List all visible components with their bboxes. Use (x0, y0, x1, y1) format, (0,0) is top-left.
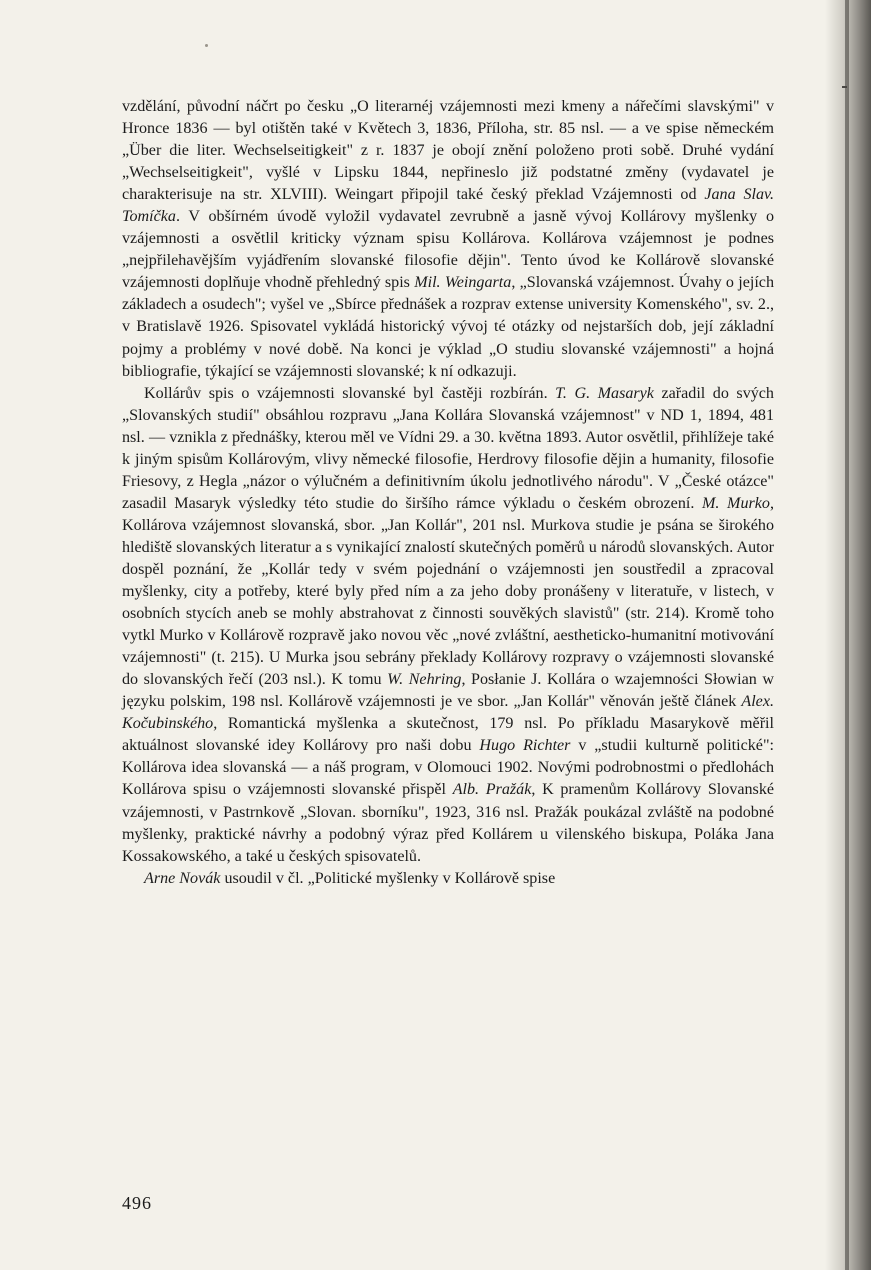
page-number: 496 (122, 1193, 152, 1213)
paragraph-1: vzdělání, původní náčrt po česku „O literarnéj vzájemnosti mezi kmeny a nářečími slavskými" v Hronce 1836 — byl otištěn také v Květech 3, 1836, Příloha, str. 85 nsl. — a ve spise německém „Über die liter. Wechselseitigkeit" z r. 1837 je obojí znění položeno proti sobě. Druhé vydání „Wechselseitigkeit", vyšlé v Lipsku 1844, nepřineslo již podstatné změny (vydavatel je charakterisuje na str. XLVIII). Weingart připojil také český překlad Vzájemnosti od Jana Slav. Tomíčka. V obšírném úvodě vyložil vydavatel zevrubně a jasně vývoj Kollárovy myšlenky o vzájemnosti a osvětlil kriticky význam spisu Kollárova. Kollárova vzájemnost je podnes „nejpřilehavějším vyjádřením slovanské filosofie dějin". Tento úvod ke Kollárově slovanské vzájemnosti doplňuje vhodně přehledný spis Mil. Weingarta, „Slovanská vzájemnost. Úvahy o jejích základech a osudech"; vyšel ve „Sbírce přednášek a rozprav extense university Komenského", sv. 2., v Bratislavě 1926. Spisovatel vykládá historický vývoj té otázky od nejstarších dob, její základní pojmy a problémy v nové době. Na konci je výklad „O studiu slovanské vzájemnosti" a hojná bibliografie, týkající se vzájemnosti slovanské; k ní odkazuji. (122, 98, 774, 380)
italic-name: M. Murko (702, 494, 770, 512)
paper-speck (205, 44, 208, 47)
italic-name: Hugo Richter (479, 737, 571, 755)
italic-name: Jana Slav. Tomíčka (122, 186, 774, 226)
italic-name: W. Nehring (387, 671, 462, 689)
paragraph-3: Arne Novák usoudil v čl. „Politické myšlenky v Kollárově spise (144, 869, 556, 887)
italic-name: Alb. Pražák (452, 781, 532, 799)
body-text (122, 96, 774, 890)
italic-name: Mil. Weingarta (414, 274, 512, 292)
italic-name: Arne Novák (144, 869, 221, 887)
paragraph-2: Kollárův spis o vzájemnosti slovanské byl častěji rozbírán. T. G. Masaryk zařadil do svých „Slovanských studií" obsáhlou rozpravu „Jana Kollára Slovanská vzájemnost" v ND 1, 1894, 481 nsl. — vznikla z přednášky, kterou měl ve Vídni 29. a 30. května 1893. Autor osvětlil, přihlížeje také k jiným spisům Kollárovým, vlivy německé filosofie, Herdrovy filosofie dějin a humanity, filosofie Friesovy, z Hegla „názor o výlučném a definitivním úkolu jednotlivého národu". V „České otázce" zasadil Masaryk výsledky této studie do širšího rámce výkladu o českém obrození. M. Murko, Kollárova vzájemnost slovanská, sbor. „Jan Kollár", 201 nsl. Murkova studie je psána se širokého hlediště slovanských literatur a s vynikající znalostí skutečných poměrů u národů slovanských. Autor dospěl poznání, že „Kollár tedy v svém pojednání o vzájemnosti jen soustředil a zpracoval myšlenky, city a potřeby, které byly před ním a za jeho doby pronášeny v literatuře, v listech, v osobních stycích aneb se mohly abstrahovat z činnosti souvěkých slavistů" (str. 214). Kromě toho vytkl Murko v Kollárově rozpravě jako novou věc „nové zvláštní, aestheticko-humanitní motivování vzájemnosti" (t. 215). U Murka jsou sebrány překlady Kollárovy rozpravy o vzájemnosti slovanské do slovanských řečí (203 nsl.). K tomu W. Nehring, Posłanie J. Kollára o wzajemności Słowian w języku polskim, 198 nsl. Kollárově vzájemnosti je ve sbor. „Jan Kollár" věnován ještě článek Alex. Kočubinského, Romantická myšlenka a skutečnost, 179 nsl. Po příkladu Masarykově měřil aktuálnost slovanské idey Kollárovy pro naši dobu Hugo Richter v „studii kulturně politické": Kollárova idea slovanská — a náš program, v Olomouci 1902. Novými podrobnostmi o předlohách Kollárova spisu o vzájemnosti slovanské přispěl Alb. Pražák, K pramenům Kollárovy Slovanské vzájemnosti, v Pastrnkově „Slovan. sborníku", 1923, 316 nsl. Pražák poukázal zvláště na podobné myšlenky, praktické návrhy a podobný výraz před Kollárem u vilenského biskupa, Poláka Jana Kossakowského, a také u českých spisovatelů. (122, 384, 775, 865)
italic-name: T. G. Masaryk (555, 384, 654, 402)
italic-name: Alex. Kočubinského (122, 693, 774, 733)
page-edge-line (845, 0, 849, 1270)
paper-speck (842, 86, 847, 88)
